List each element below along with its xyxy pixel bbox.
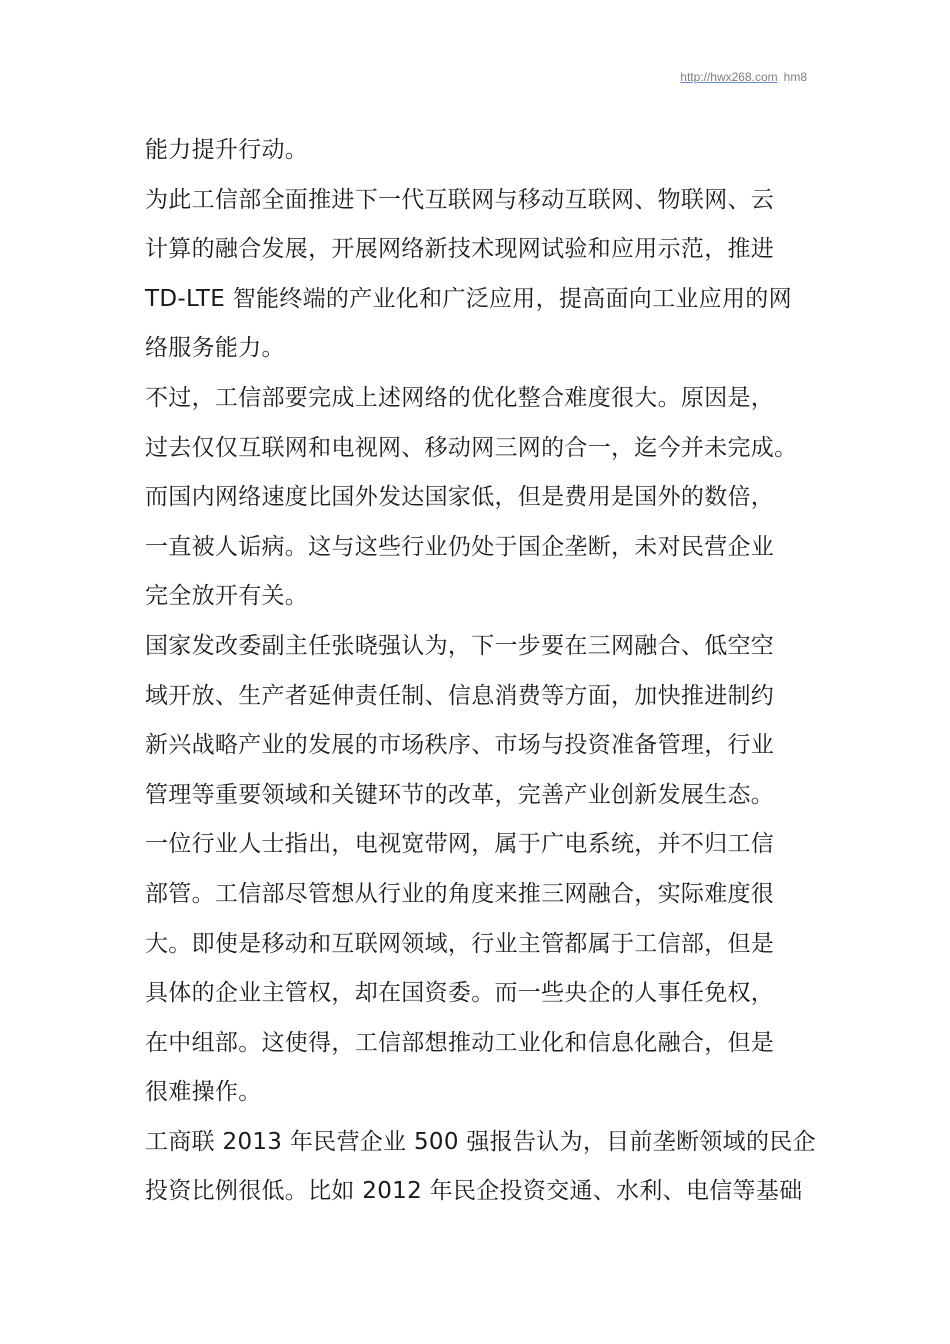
text-line: 完全放开有关。 [145,583,309,610]
text-line: 过去仅仅互联网和电视网、移动网三网的合一，迄今并未完成。 [145,434,798,461]
text-line: 不过，工信部要完成上述网络的优化整合难度很大。原因是， [145,384,775,411]
text-line: 一直被人诟病。这与这些行业仍处于国企垄断，未对民营企业 [145,533,775,560]
text-line: 能力提升行动。 [145,137,309,163]
text-line: 部管。工信部尽管想从行业的角度来推三网融合，实际难度很 [145,880,775,907]
text-line: 在中组部。这使得，工信部想推动工业化和信息化融合，但是 [145,1029,775,1056]
header-url-link[interactable]: http://hwx268.com [680,70,778,84]
text-line: 一位行业人士指出，电视宽带网，属于广电系统，并不归工信 [145,831,775,858]
text-line: 国家发改委副主任张晓强认为，下一步要在三网融合、低空空 [145,632,775,659]
text-line: 计算的融合发展，开展网络新技术现网试验和应用示范，推进 [145,236,775,263]
text-line: 为此工信部全面推进下一代互联网与移动互联网、物联网、云 [145,186,775,213]
page-header [680,70,807,84]
text-line: 很难操作。 [145,1079,262,1106]
text-line: 新兴战略产业的发展的市场秩序、市场与投资准备管理，行业 [145,732,775,759]
text-line: 投资比例很低。比如 2012 年民企投资交通、水利、电信等基础 [145,1178,803,1205]
article-body [145,126,825,1217]
text-line: 管理等重要领域和关键环节的改革，完善产业创新发展生态。 [145,781,775,808]
text-line: 域开放、生产者延伸责任制、信息消费等方面，加快推进制约 [145,682,775,709]
text-line: 络服务能力。 [145,335,285,362]
text-line: 具体的企业主管权，却在国资委。而一些央企的人事任免权， [145,980,775,1007]
header-code: hm8 [783,70,807,84]
text-line: 大。即使是移动和互联网领域，行业主管都属于工信部，但是 [145,930,775,957]
text-line: 工商联 2013 年民营企业 500 强报告认为，目前垄断领域的民企 [145,1128,816,1155]
text-line: 而国内网络速度比国外发达国家低，但是费用是国外的数倍， [145,484,775,511]
text-line: TD-LTE 智能终端的产业化和广泛应用，提高面向工业应用的网 [145,285,792,312]
